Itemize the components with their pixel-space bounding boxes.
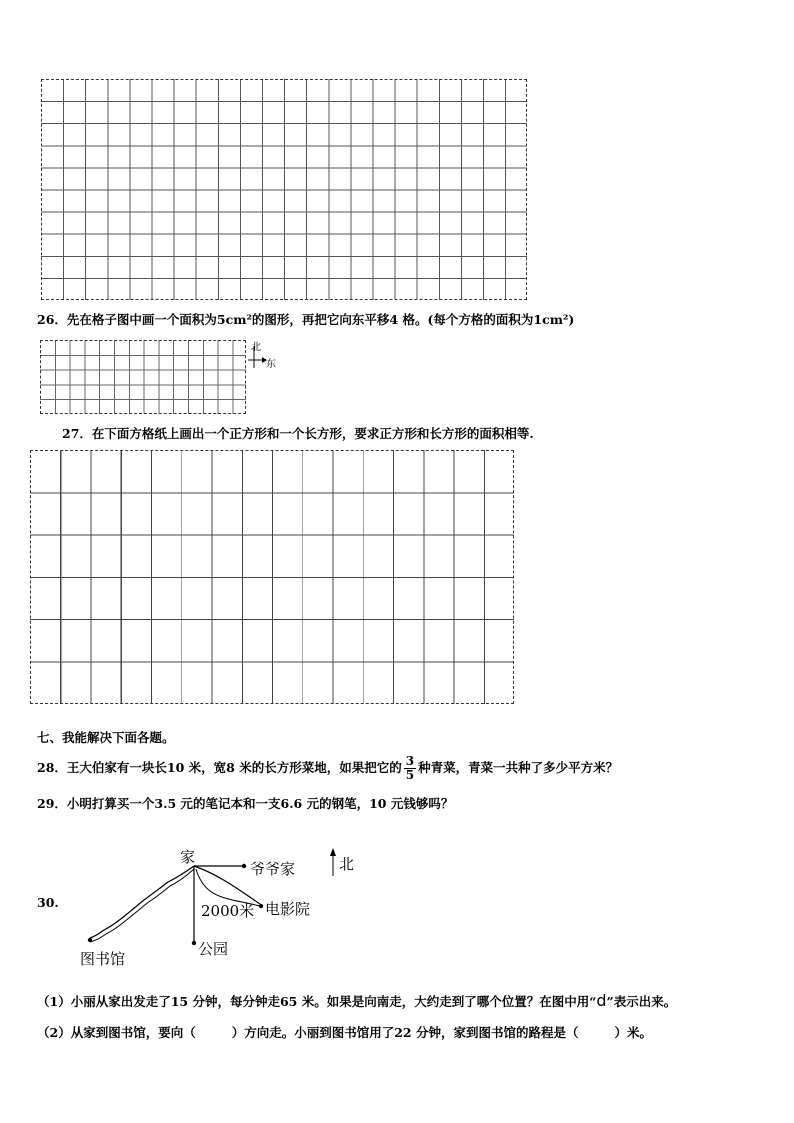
q28-number: 28． (37, 760, 67, 775)
q28-fraction (404, 755, 416, 782)
q28-frac-num: 3 (405, 754, 415, 768)
q26-compass (244, 338, 284, 374)
q28-text (37, 755, 618, 782)
q26-text (37, 312, 574, 328)
q28-frac-den: 5 (405, 768, 415, 782)
q27-text (62, 426, 534, 442)
q30-sub1 (37, 993, 676, 1010)
q27-number: 27． (62, 426, 92, 441)
map-library-label: 图书馆 (80, 950, 126, 968)
q30-sub2 (37, 1025, 652, 1041)
top-grid (41, 79, 527, 300)
q30-sub2-part2: ）方向走。小丽到图书馆用了22 分钟，家到图书馆的路程是（ (231, 1025, 579, 1040)
map-park-label: 公园 (198, 940, 229, 958)
map-cinema-label: 电影院 (265, 900, 311, 918)
q29-number: 29． (37, 796, 67, 811)
q28-body-before: 王大伯家有一块长10 米，宽8 米的长方形菜地，如果把它的 (66, 760, 402, 775)
compass-east-label: 东 (266, 359, 276, 370)
section7-title: 七、我能解决下面各题。 (37, 730, 175, 745)
q26-body: 先在格子图中画一个面积为5cm²的图形，再把它向东平移4 格。(每个方格的面积为1cm²) (66, 312, 575, 327)
q29-text (37, 796, 453, 812)
q30-sub2-part3: ）米。 (614, 1025, 652, 1040)
grandpa-dot (242, 864, 246, 868)
q30-sub2-part1: （2）从家到图书馆，要向（ (37, 1025, 196, 1040)
q30-sub1-before: （1）小丽从家出发走了15 分钟，每分钟走65 米。如果是向南走，大约走到了哪个位置？在图中用“ (37, 994, 597, 1009)
road-to-library (90, 866, 194, 938)
q27-grid (30, 450, 514, 704)
map-home-label: 家 (180, 848, 196, 866)
map-distance-label: 2000米 (201, 902, 255, 920)
library-dot (88, 938, 92, 942)
cinema-dot (259, 904, 263, 908)
park-dot (192, 941, 196, 945)
map-grandpa-label: 爷爷家 (250, 860, 296, 878)
q28-body-after: 种青菜，青菜一共种了多少平方米？ (418, 760, 619, 775)
map-north-label: 北 (339, 855, 355, 873)
q29-body: 小明打算买一个3.5 元的笔记本和一支6.6 元的钢笔，10 元钱够吗？ (66, 796, 454, 811)
q30-sub1-after: ”表示出来。 (606, 994, 677, 1009)
q26-grid (40, 340, 246, 414)
q30-sub1-mark: d (596, 991, 607, 1010)
north-arrow-head (330, 848, 336, 856)
compass-north-label: 北 (251, 342, 261, 353)
q26-number: 26． (37, 312, 67, 327)
road-to-library-2 (90, 869, 194, 942)
q30-number: 30. (37, 895, 59, 910)
q27-body: 在下面方格纸上画出一个正方形和一个长方形，要求正方形和长方形的面积相等. (91, 426, 534, 441)
